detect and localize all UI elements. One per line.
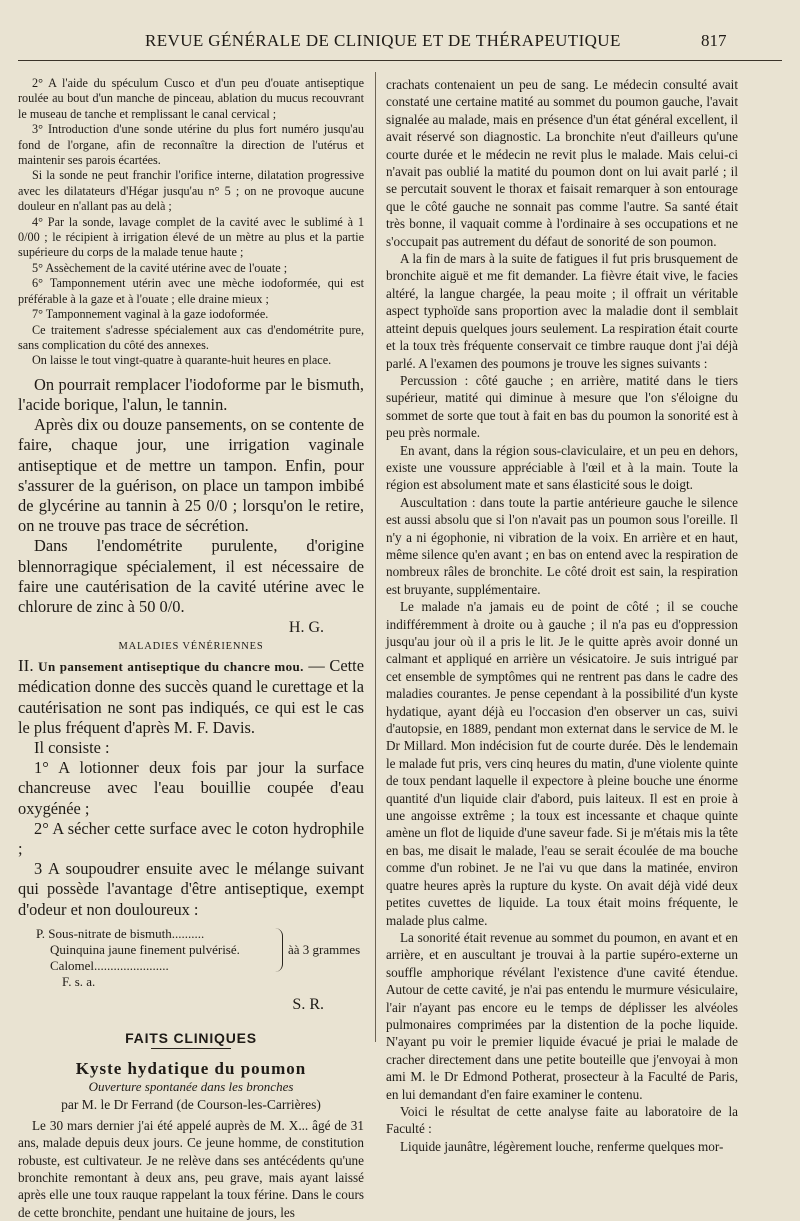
list-item: 2° A sécher cette surface avec le coton hydrophile ;	[18, 818, 364, 858]
prescription-item: Calomel.......................	[50, 957, 169, 973]
case-title: Kyste hydatique du poumon	[75, 1058, 307, 1078]
right-column	[386, 76, 738, 1155]
paragraph: 6° Tamponnement utérin avec une mèche iodoformée, qui est préférable à la gaze et à l'ouate ; elle draine mieux ;	[18, 276, 364, 306]
paragraph: Le 30 mars dernier j'ai été appelé auprès de M. X... âgé de 31 ans, malade depuis deux jours. Ce jeune homme, de constitution robuste, est cultivateur. Je ne relève dans ses antécédents qu'une bronchite remontant à deux ans, peu grave, mais ayant laissé après elle une toux rauque rappelant la toux férine. Dans le cours de cette bronchite, pendant une huitaine de jours, les	[18, 1117, 364, 1220]
column-divider	[375, 72, 376, 1042]
section-heading: MALADIES VÉNÉRIENNES	[118, 641, 264, 653]
header-rule	[18, 60, 782, 61]
left-column	[18, 76, 364, 1221]
paragraph: Liquide jaunâtre, légèrement louche, renferme quelques mor-	[400, 1138, 724, 1154]
paragraph: Voici le résultat de cette analyse faite au laboratoire de la Faculté :	[386, 1103, 738, 1137]
article-number: II.	[18, 656, 34, 676]
paragraph: 2° A l'aide du spéculum Cusco et d'un peu d'ouate antiseptique roulée au bout d'un manche de pinceau, ablation du mucus recouvrant le museau de tanche et remplissant le canal cervical ;	[18, 76, 364, 121]
paragraph: Auscultation : dans toute la partie antérieure gauche le silence est aussi absolu que si l'on n'avait pas un poumon sous l'oreille. Il n'y a ni égophonie, ni vibration de la voix. En arrière et en haut, même silence qu'en avant ; en bas on entend avec la respiration de nombreux râles de bronchite. Le côté droit est sain, la respiration est bruyante, supplémentaire.	[386, 494, 738, 597]
paragraph: 3° Introduction d'une sonde utérine du plus fort numéro jusqu'au fond de l'organe, afin de reconnaître la direction de l'utérus et maintenir ses parois écartées.	[18, 122, 364, 168]
signature: S. R.	[292, 995, 324, 1013]
paragraph: Après dix ou douze pansements, on se contente de faire, chaque jour, une irrigation vaginale antiseptique et de mettre un tampon. Enfin, pour s'assurer de la guérison, on place un tampon imbibé de glycérine au tannin à 25 0/0 ; lorsqu'on le retire, on ne trouve pas trace de sécrétion.	[18, 415, 364, 536]
paragraph: On pourrait remplacer l'iodoforme par le bismuth, l'acide borique, l'alun, le tannin.	[18, 374, 364, 414]
paragraph: Dans l'endométrite purulente, d'origine blennorragique spécialement, il est nécessaire de faire une cautérisation de la cavité utérine avec le chlorure de zinc à 50 0/0.	[18, 536, 364, 616]
paragraph: 7° Tamponnement vaginal à la gaze iodoformée.	[32, 307, 269, 322]
section-title: FAITS CLINIQUES	[125, 1029, 257, 1046]
prescription-brace	[274, 928, 283, 972]
running-title: REVUE GÉNÉRALE DE CLINIQUE ET DE THÉRAPEUTIQUE	[145, 31, 621, 50]
paragraph: A la fin de mars à la suite de fatigues il fut pris brusquement de bronchite aiguë et me fit demander. La fièvre était vive, le facies altéré, la langue chargée, la peau moite ; il offrait un véritable aspect typhoïde sans proportion avec la maladie dont il semblait atteint depuis quelques jours seulement. La respiration était courte et la toux très fréquente conservait ce timbre rauque dont j'ai déjà parlé. A l'examen des poumons je trouve les signes suivants :	[386, 251, 738, 371]
section-rule	[151, 1048, 231, 1049]
paragraph: On laisse le tout vingt-quatre à quarante-huit heures en place.	[32, 353, 332, 368]
case-subtitle: Ouverture spontanée dans les bronches	[88, 1078, 294, 1094]
article-title: Un pansement antiseptique du chancre mou.	[38, 659, 304, 675]
article-dash: —	[303, 656, 330, 676]
prescription	[32, 926, 364, 1006]
list-item: 1° A lotionner deux fois par jour la surface chancreuse avec l'eau bouillie coupée d'eau oxygénée ;	[18, 758, 364, 818]
article-lead: Cette médication donne des succès quand le curettage et la cautérisation ne sont pas indiqués, ce qui est le cas le plus fréquent d'après M. F. Davis.	[18, 656, 364, 737]
commentary	[18, 375, 364, 617]
case-report	[18, 1117, 364, 1221]
procedure-steps	[18, 76, 364, 369]
paragraph: En avant, dans la région sous-claviculaire, et un peu en dehors, existe une voussure appréciable à l'œil et à la main. Toute la région est absolument mate et sans élasticité sous le doigt.	[386, 442, 738, 493]
paragraph: Ce traitement s'adresse spécialement aux cas d'endométrite pure, sans complication du côté des annexes.	[18, 322, 364, 352]
paragraph: 4° Par la sonde, lavage complet de la cavité avec le sublimé à 1 0/00 ; le récipient à irrigation élevé de un mètre au plus et la partie supérieure du corps de la malade tenue haute ;	[18, 214, 364, 260]
prescription-instruction: F. s. a.	[62, 973, 96, 989]
paragraph: Il consiste :	[34, 737, 110, 757]
paragraph: crachats contenaient un peu de sang. Le médecin consulté avait constaté une certaine matité au sommet du poumon gauche, l'avait signalée au malade, mais en présence d'un état général excellent, il avait réservé son diagnostic. La bronchite n'eut d'ailleurs qu'une courte durée et le médecin ne revit plus le malade. Mais celui-ci n'avait pas oublié la matité du poumon dont on lui avait parlé ; il se percutait souvent le thorax et faisait remarquer à son entourage que le côté gauche ne sonnait pas comme l'autre. Sa santé était très bonne, il vaquait comme à l'ordinaire à ses occupations et ne s'occupait pas autrement du défaut de sonorité de son poumon.	[386, 77, 738, 249]
article-heading	[18, 656, 364, 738]
paragraph: Percussion : côté gauche ; en arrière, matité dans le tiers supérieur, matité qui diminue à mesure que l'on s'éloigne du sommet de sorte que tout à fait en bas du poumon la sonorité est à peu près normale.	[386, 372, 738, 441]
list-item: 3 A soupoudrer ensuite avec le mélange suivant qui possède l'avantage d'être antiseptique, exempt d'odeur et non douloureux :	[18, 859, 364, 919]
article-chancre	[18, 656, 364, 920]
running-header	[0, 0, 800, 56]
paragraph: Si la sonde ne peut franchir l'orifice interne, dilatation progressive avec les dilatateurs d'Hégar jusqu'au n° 5 ; on ne provoque aucune douleur en n'allant pas au delà ;	[18, 168, 364, 214]
paragraph: La sonorité était revenue au sommet du poumon, en avant et en arrière, et en auscultant je trouvai à la partie supéro-externe un souffle amphorique révélant l'existence d'une cavité étendue. Autour de cette cavité, je n'ai pas entendu le murmure vésiculaire, l'air n'ayant pas encore eu le temps de déplisser les alvéoles pulmonaires comprimées par la distention de la poche liquide. N'ayant pu voir le premier liquide évacué je priai le malade de cracher directement dans une petite bouteille que j'envoyai à mon ami M. le Dr Edmond Potherat, prosecteur à la Faculté de Paris, en lui demandant d'en faire examiner le contenu.	[386, 929, 738, 1102]
prescription-items	[36, 926, 296, 974]
signature: H. G.	[288, 619, 324, 637]
paragraph: Le malade n'a jamais eu de point de côté ; il se couche indifféremment à droite ou à gauche ; il n'a pas eu d'oppression jusqu'au jour où il a pris le lit. Je le quitte après avoir donné un calmant et appliqué en arrière un vésicatoire. Je suis intrigué par cet ensemble de symptômes qui ne rentrent pas dans le cadre des maladies courantes. Je pense cependant à la possibilité d'un kyste hydatique, ayant déjà eu l'occasion d'en observer un cas, suivi d'autopsie, en 1889, pendant mon externat dans le service de M. le Dr Millard. Mon indécision fut de courte durée. Dès le lendemain le malade fut pris, vers cinq heures du matin, d'une violente quinte de toux pendant laquelle il expectore à pleine bouche une énorme quantité d'un liquide clair d'abord, puis laiteux. Il est en proie à une angoisse extrême ; la toux est incessante et chaque quinte amène un flot de liquide d'une saveur fade. Si je m'étais mis la tête en bas, me disait le malade, l'eau se serait écoulée de ma bouche comme d'un robinet. Je ne l'ai vu que dans la matinée, environ quatre heures après la rupture du kyste. On avait déjà vidé deux petites cuvettes de liquide. La toux était moins fréquente, le malade plus calme.	[386, 599, 738, 928]
prescription-dose: àà 3 grammes	[288, 941, 361, 957]
prescription-item: Quinquina jaune finement pulvérisé.	[50, 941, 240, 957]
paragraph: 5° Assèchement de la cavité utérine avec de l'ouate ;	[32, 260, 288, 275]
prescription-item: P. Sous-nitrate de bismuth..........	[36, 925, 205, 941]
case-author: par M. le Dr Ferrand (de Courson-les-Carrières)	[61, 1096, 321, 1112]
page-number: 817	[701, 31, 727, 50]
